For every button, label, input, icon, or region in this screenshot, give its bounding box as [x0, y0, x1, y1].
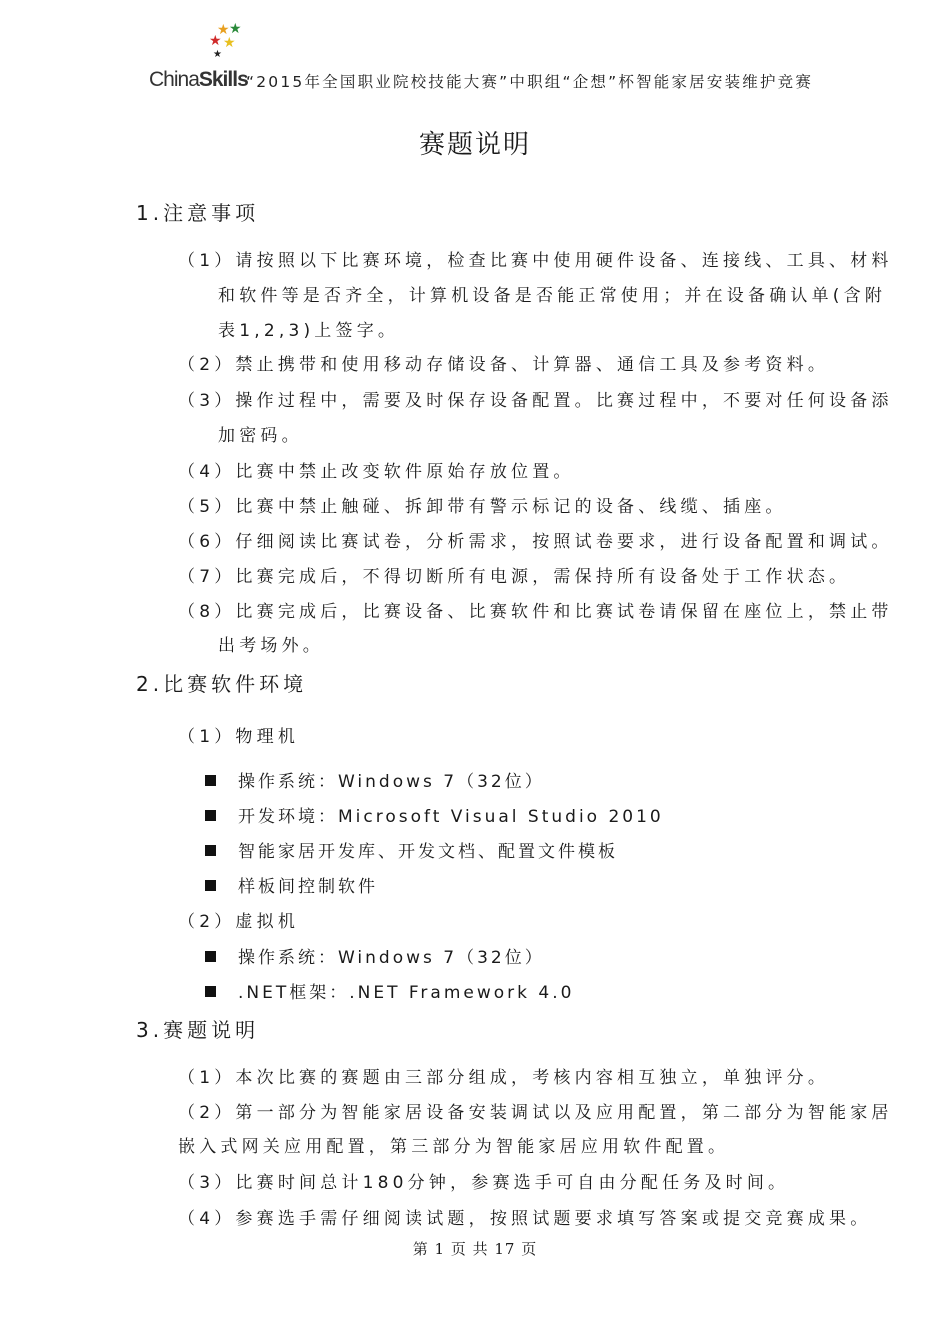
page-footer: 第 1 页 共 17 页: [412, 1240, 538, 1258]
doc-title: 赛题说明: [418, 130, 531, 160]
paragraph-line: 嵌入式网关应用配置，第三部分为智能家居应用软件配置。: [178, 1137, 730, 1157]
paragraph-line: （4）比赛中禁止改变软件原始存放位置。: [178, 462, 575, 482]
subsection-heading: （2）虚拟机: [178, 912, 300, 932]
paragraph-line: （8）比赛完成后，比赛设备、比赛软件和比赛试卷请保留在座位上，禁止带: [178, 602, 893, 622]
list-item: 操作系统：Windows 7（32位）: [205, 943, 545, 968]
paragraph-line: （4）参赛选手需仔细阅读试题，按照试题要求填写答案或提交竞赛成果。: [178, 1209, 872, 1229]
square-bullet-icon: [205, 951, 216, 962]
square-bullet-icon: [205, 845, 216, 856]
header-title: “2015年全国职业院校技能大赛”中职组“企想”杯智能家居安装维护竞赛: [246, 73, 814, 91]
list-item: .NET框架：.NET Framework 4.0: [205, 978, 574, 1003]
paragraph-line: （3）操作过程中，需要及时保存设备配置。比赛过程中，不要对任何设备添: [178, 391, 893, 411]
paragraph-line: 和软件等是否齐全，计算机设备是否能正常使用；并在设备确认单(含附: [218, 286, 887, 306]
list-item: 智能家居开发库、开发文档、配置文件模板: [205, 837, 618, 862]
section-heading: 2.比赛软件环境: [136, 672, 308, 696]
section-heading: 1.注意事项: [136, 201, 260, 225]
square-bullet-icon: [205, 810, 216, 821]
square-bullet-icon: [205, 775, 216, 786]
list-item: 样板间控制软件: [205, 872, 378, 897]
subsection-heading: （1）物理机: [178, 727, 300, 747]
chinaskills-logo: [149, 20, 248, 92]
list-item: 操作系统：Windows 7（32位）: [205, 767, 545, 792]
section-heading: 3.赛题说明: [136, 1018, 260, 1042]
square-bullet-icon: [205, 880, 216, 891]
list-item: 开发环境：Microsoft Visual Studio 2010: [205, 802, 664, 827]
paragraph-line: 表1,2,3)上签字。: [218, 321, 400, 341]
paragraph-line: （5）比赛中禁止触碰、拆卸带有警示标记的设备、线缆、插座。: [178, 497, 787, 517]
paragraph-line: （3）比赛时间总计180分钟，参赛选手可自由分配任务及时间。: [178, 1173, 790, 1193]
paragraph-line: 出考场外。: [218, 636, 324, 656]
paragraph-line: （2）第一部分为智能家居设备安装调试以及应用配置，第二部分为智能家居: [178, 1103, 893, 1123]
stars-icon: ★ ★ ★ ★ ★: [209, 21, 242, 60]
paragraph-line: （1）请按照以下比赛环境，检查比赛中使用硬件设备、连接线、工具、材料: [178, 251, 893, 271]
square-bullet-icon: [205, 986, 216, 997]
logo-text-light: China: [149, 68, 199, 91]
paragraph-line: （7）比赛完成后，不得切断所有电源，需保持所有设备处于工作状态。: [178, 567, 851, 587]
paragraph-line: （6）仔细阅读比赛试卷，分析需求，按照试卷要求，进行设备配置和调试。: [178, 532, 893, 552]
logo-text-bold: Skills: [198, 68, 248, 91]
paragraph-line: （2）禁止携带和使用移动存储设备、计算器、通信工具及参考资料。: [178, 355, 830, 375]
paragraph-line: 加密码。: [218, 426, 303, 446]
paragraph-line: （1）本次比赛的赛题由三部分组成，考核内容相互独立，单独评分。: [178, 1068, 830, 1088]
